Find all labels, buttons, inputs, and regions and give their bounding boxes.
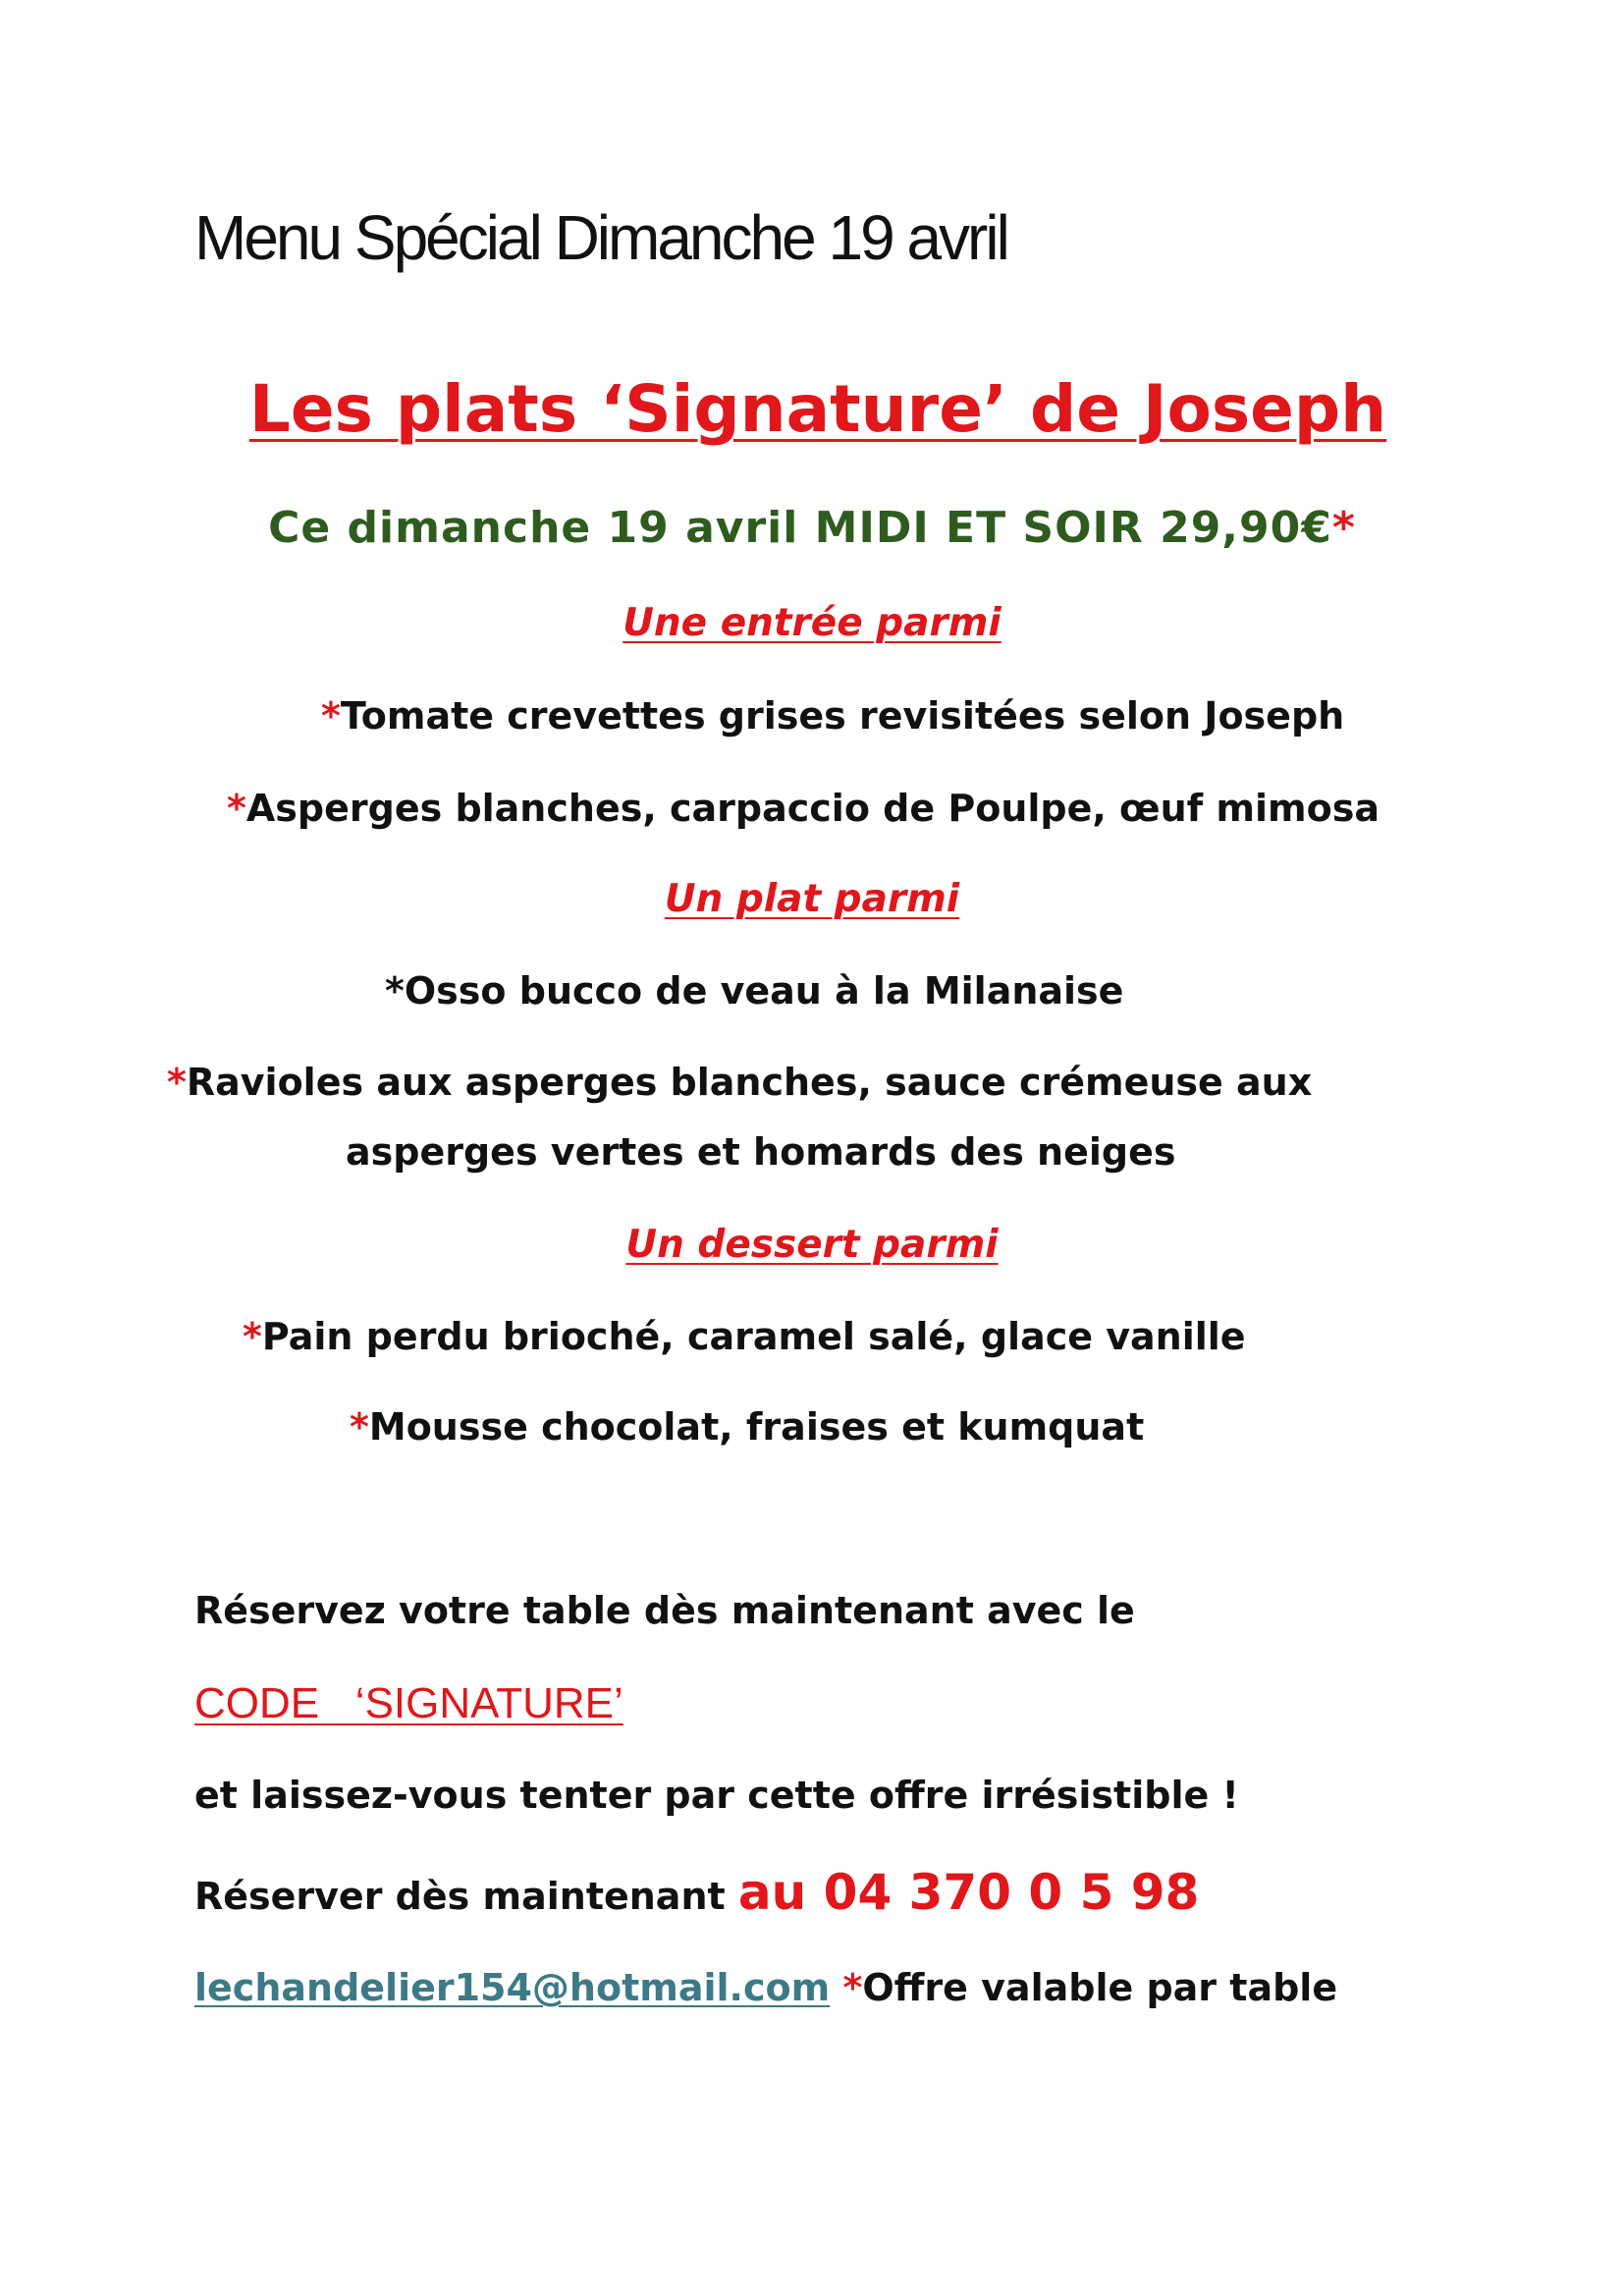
promo-star: * <box>1331 503 1356 553</box>
promo-line <box>0 503 1624 553</box>
reserve-phone-line <box>194 1864 1199 1921</box>
dish-star: * <box>167 1061 187 1104</box>
section-title-starters <box>0 601 1624 645</box>
code-line <box>194 1679 623 1728</box>
section-title-mains-text: Un plat parmi <box>664 877 960 921</box>
offer-star: * <box>842 1966 863 2009</box>
dish-label: Mousse chocolat, fraises et kumquat <box>368 1405 1145 1449</box>
page-title: Menu Spécial Dimanche 19 avril <box>194 202 1007 273</box>
dish-item-continued <box>346 1130 1175 1174</box>
email-offer-line <box>194 1966 1337 2009</box>
dish-star: * <box>227 787 246 830</box>
dish-item <box>227 787 1380 830</box>
dish-star: * <box>243 1315 262 1358</box>
dish-item <box>385 969 1123 1012</box>
section-title-desserts-text: Un dessert parmi <box>625 1223 999 1267</box>
dish-item <box>350 1405 1144 1449</box>
reserve-now-text: Réserver dès maintenant <box>194 1875 738 1918</box>
dish-label: Ravioles aux asperges blanches, sauce crémeuse aux <box>186 1061 1313 1104</box>
dish-star: * <box>321 694 341 738</box>
phone-number[interactable]: au 04 370 0 5 98 <box>737 1864 1200 1921</box>
dish-item <box>167 1061 1312 1104</box>
email-link[interactable]: lechandelier154@hotmail.com <box>194 1966 831 2009</box>
dish-star: * <box>385 969 405 1012</box>
dish-item <box>243 1315 1246 1358</box>
dish-item <box>321 694 1344 738</box>
dish-label: asperges vertes et homards des neiges <box>346 1130 1176 1174</box>
dish-label: Osso bucco de veau à la Milanaise <box>404 969 1124 1012</box>
promo-text: Ce dimanche 19 avril MIDI ET SOIR 29,90€ <box>268 503 1332 553</box>
section-title-mains <box>0 877 1624 921</box>
tempt-line: et laissez-vous tenter par cette offre irrésistible ! <box>194 1774 1239 1817</box>
offer-note: Offre valable par table <box>862 1966 1338 2009</box>
signature-code: CODE ‘SIGNATURE’ <box>194 1679 623 1727</box>
signature-title-text: Les plats ‘Signature’ de Joseph <box>248 371 1387 447</box>
section-title-starters-text: Une entrée parmi <box>623 601 1001 645</box>
dish-label: Tomate crevettes grises revisitées selon Joseph <box>340 694 1345 738</box>
dish-label: Pain perdu brioché, caramel salé, glace vanille <box>261 1315 1246 1358</box>
dish-star: * <box>350 1405 369 1449</box>
dish-label: Asperges blanches, carpaccio de Poulpe, œuf mimosa <box>245 787 1380 830</box>
section-title-desserts <box>0 1223 1624 1267</box>
signature-title <box>0 371 1624 447</box>
reserve-intro: Réservez votre table dès maintenant avec le <box>194 1589 1135 1632</box>
